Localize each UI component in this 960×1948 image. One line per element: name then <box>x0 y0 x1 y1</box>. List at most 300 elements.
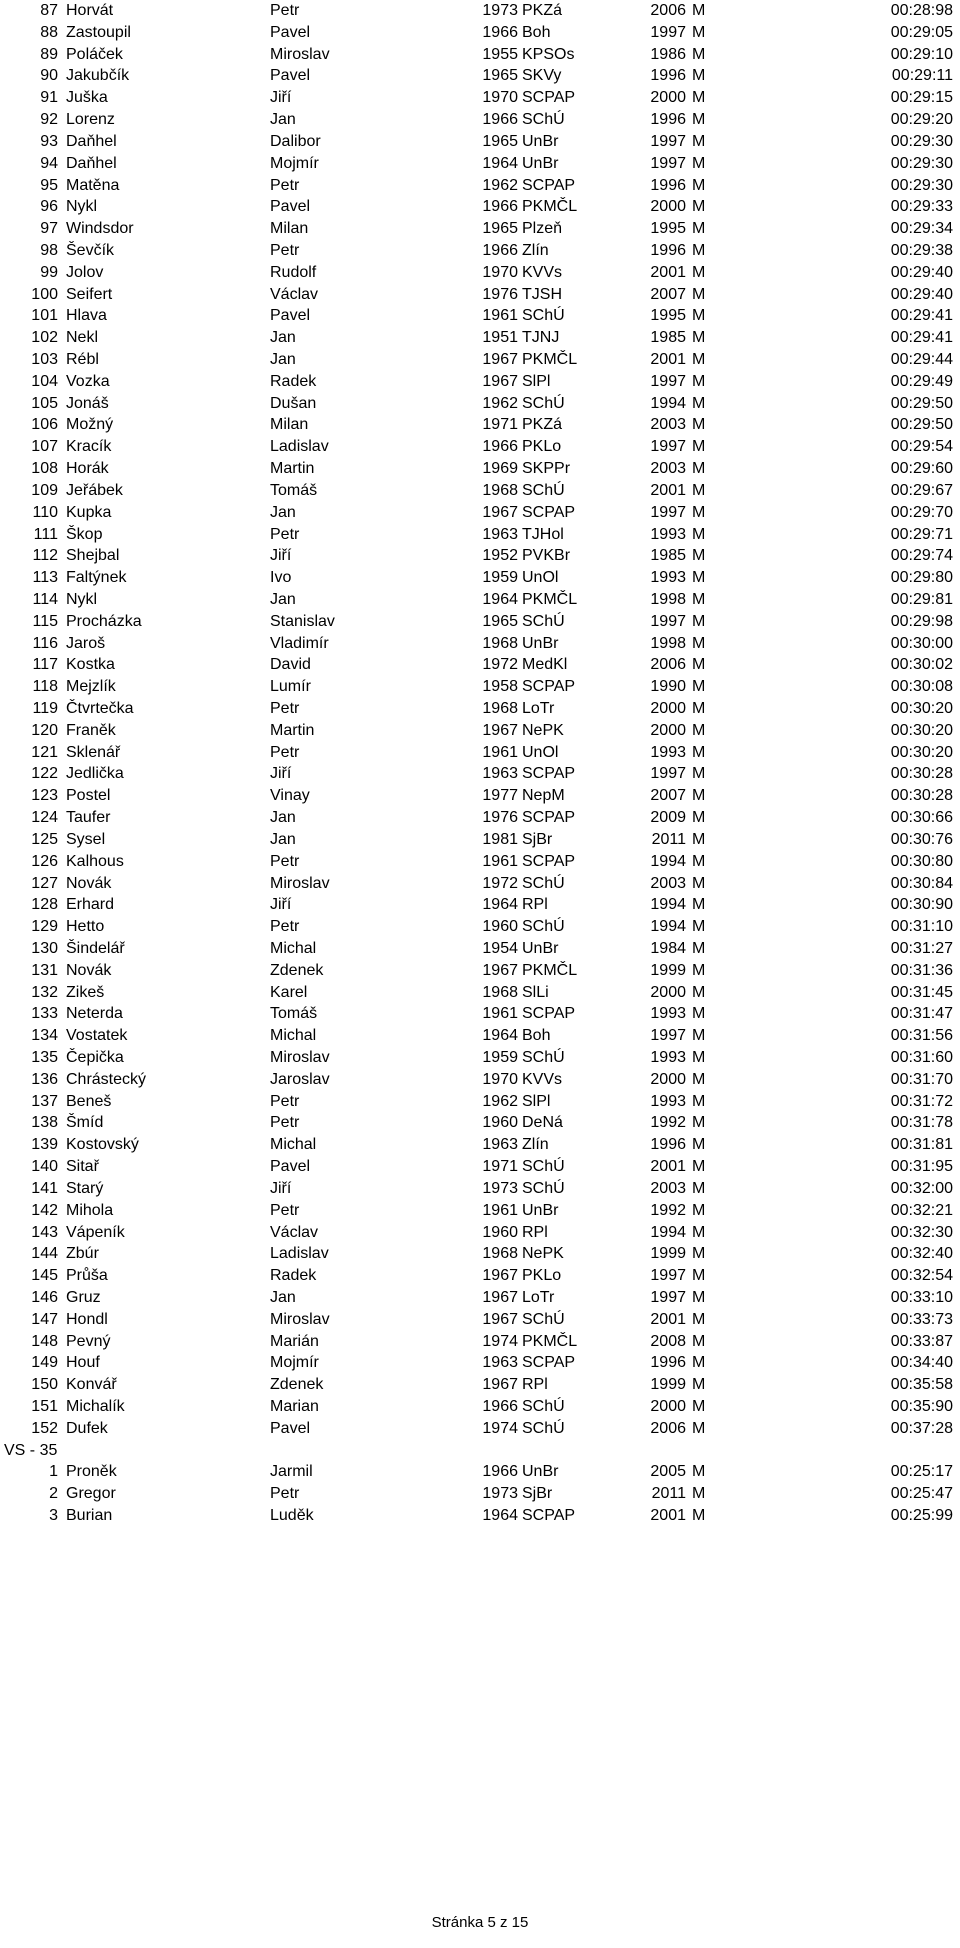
first-name: Pavel <box>270 1158 311 1176</box>
category: M <box>692 481 706 499</box>
surname: Poláček <box>66 45 123 63</box>
category: M <box>692 1158 706 1176</box>
finish-time: 00:29:33 <box>890 198 953 216</box>
rank-number: 93 <box>40 132 58 150</box>
birth-year: 1960 <box>482 918 518 936</box>
surname: Proněk <box>66 1463 117 1481</box>
finish-time: 00:29:10 <box>890 45 953 63</box>
finish-time: 00:32:21 <box>890 1201 953 1219</box>
registration-year: 1985 <box>650 547 686 565</box>
rank-number: 110 <box>32 503 58 521</box>
finish-time: 00:34:40 <box>890 1354 953 1372</box>
registration-year: 2003 <box>650 874 686 892</box>
birth-year: 1973 <box>482 1485 518 1503</box>
category: M <box>692 351 706 368</box>
rank-number: 141 <box>31 1179 58 1197</box>
table-row <box>0 1091 960 1113</box>
birth-year: 1966 <box>482 1463 518 1481</box>
registration-year: 2000 <box>650 89 686 107</box>
surname: Daňhel <box>66 132 117 150</box>
finish-time: 00:31:60 <box>890 1049 953 1066</box>
birth-year: 1965 <box>482 67 518 85</box>
rank-number: 122 <box>31 765 58 783</box>
surname: Sitař <box>66 1158 99 1176</box>
table-row <box>0 916 960 938</box>
birth-year: 1954 <box>482 939 518 957</box>
club: UnOl <box>522 743 559 761</box>
finish-time: 00:29:40 <box>890 285 953 303</box>
finish-time: 00:30:84 <box>890 874 953 892</box>
surname: Dufek <box>66 1419 108 1437</box>
registration-year: 1990 <box>650 678 686 696</box>
surname: Nykl <box>66 590 98 608</box>
surname: Starý <box>66 1179 104 1197</box>
surname: Kracík <box>66 438 112 456</box>
first-name: Luděk <box>270 1507 314 1525</box>
birth-year: 1968 <box>482 700 518 717</box>
birth-year: 1967 <box>482 1288 518 1306</box>
registration-year: 2011 <box>651 830 686 848</box>
surname: Zastoupil <box>66 23 131 41</box>
table-row <box>0 1003 960 1025</box>
first-name: Michal <box>270 939 317 957</box>
first-name: Rudolf <box>270 263 317 281</box>
first-name: Vinay <box>270 787 310 805</box>
surname: Zbúr <box>66 1245 99 1263</box>
table-row <box>0 742 960 764</box>
category: M <box>692 1485 706 1503</box>
table-row <box>0 1505 960 1527</box>
rank-number: 88 <box>40 23 58 41</box>
club: RPl <box>522 1376 548 1394</box>
first-name: Stanislav <box>270 612 335 630</box>
category: M <box>692 765 706 783</box>
category: M <box>692 1507 706 1525</box>
registration-year: 1993 <box>650 1092 686 1110</box>
birth-year: 1966 <box>482 111 518 129</box>
club: UnBr <box>522 634 559 652</box>
first-name: Dušan <box>270 394 317 412</box>
club: SCPAP <box>522 1005 576 1023</box>
club: SChÚ <box>522 1158 565 1176</box>
registration-year: 1996 <box>650 176 686 194</box>
first-name: Petr <box>270 743 300 761</box>
finish-time: 00:31:45 <box>890 983 953 1001</box>
club: SCPAP <box>522 176 576 194</box>
table-row <box>0 1309 960 1331</box>
registration-year: 1993 <box>650 1049 686 1066</box>
finish-time: 00:29:41 <box>890 329 953 347</box>
category: M <box>692 372 706 390</box>
registration-year: 1993 <box>650 569 686 587</box>
finish-time: 00:35:58 <box>890 1376 953 1394</box>
birth-year: 1967 <box>482 503 518 521</box>
finish-time: 00:30:08 <box>890 678 953 696</box>
category: M <box>692 656 706 674</box>
first-name: Ladislav <box>270 1245 329 1263</box>
birth-year: 1963 <box>482 1136 518 1154</box>
rank-number: 111 <box>33 525 58 543</box>
category: M <box>692 721 706 739</box>
birth-year: 1967 <box>482 351 518 368</box>
finish-time: 00:32:54 <box>890 1267 953 1285</box>
table-row <box>0 240 960 262</box>
category: M <box>692 1005 706 1023</box>
results-rows-vs35 <box>0 1461 960 1526</box>
surname: Nykl <box>66 198 98 216</box>
table-row <box>0 371 960 393</box>
surname: Beneš <box>66 1092 112 1110</box>
category: M <box>692 198 706 216</box>
club: PKMČL <box>522 198 578 216</box>
surname: Jedlička <box>66 765 124 783</box>
club: PKLo <box>522 1267 562 1285</box>
registration-year: 1985 <box>650 329 686 347</box>
registration-year: 2000 <box>650 1070 686 1088</box>
finish-time: 00:31:47 <box>890 1005 953 1023</box>
rank-number: 105 <box>31 394 58 412</box>
first-name: Tomáš <box>270 481 318 499</box>
table-row <box>0 851 960 873</box>
registration-year: 1999 <box>650 1245 686 1263</box>
club: SCPAP <box>522 678 576 696</box>
club: SlLi <box>522 983 549 1001</box>
club: SlPl <box>522 372 551 390</box>
club: SCPAP <box>522 852 576 870</box>
table-row <box>0 938 960 960</box>
category-section-header <box>0 1440 960 1462</box>
birth-year: 1974 <box>482 1332 518 1350</box>
first-name: Pavel <box>270 198 311 216</box>
finish-time: 00:31:78 <box>890 1114 953 1132</box>
club: SCPAP <box>522 765 576 783</box>
first-name: Radek <box>270 372 317 390</box>
club: NePK <box>522 1245 564 1263</box>
first-name: Mojmír <box>270 1354 319 1372</box>
category: M <box>692 111 706 129</box>
birth-year: 1976 <box>482 285 518 303</box>
surname: Horák <box>66 460 109 478</box>
birth-year: 1981 <box>482 830 518 848</box>
surname: Šindelář <box>66 939 125 957</box>
birth-year: 1961 <box>482 743 518 761</box>
category: M <box>692 285 706 303</box>
category: M <box>692 438 706 456</box>
rank-number: 129 <box>31 918 58 936</box>
category: M <box>692 525 706 543</box>
registration-year: 1986 <box>650 45 686 63</box>
category: M <box>692 394 706 412</box>
finish-time: 00:29:74 <box>890 547 953 565</box>
category: M <box>692 1245 706 1263</box>
table-row <box>0 676 960 698</box>
first-name: Jiří <box>270 1179 292 1197</box>
category: M <box>692 547 706 565</box>
category: M <box>692 2 706 19</box>
club: SCPAP <box>522 809 576 827</box>
surname: Jeřábek <box>66 481 123 499</box>
rank-number: 149 <box>31 1354 58 1372</box>
birth-year: 1960 <box>482 1114 518 1132</box>
club: MedKl <box>522 656 568 674</box>
table-row <box>0 262 960 284</box>
birth-year: 1963 <box>482 765 518 783</box>
first-name: Pavel <box>270 307 311 325</box>
birth-year: 1963 <box>482 525 518 543</box>
finish-time: 00:29:50 <box>890 394 953 412</box>
birth-year: 1961 <box>482 1201 518 1219</box>
registration-year: 1996 <box>650 1136 686 1154</box>
table-row <box>0 1243 960 1265</box>
table-row <box>0 1461 960 1483</box>
rank-number: 104 <box>31 372 58 390</box>
finish-time: 00:25:17 <box>890 1463 953 1481</box>
surname: Novák <box>66 874 112 892</box>
rank-number: 126 <box>31 852 58 870</box>
birth-year: 1952 <box>482 547 518 565</box>
club: PVKBr <box>522 547 571 565</box>
club: SChÚ <box>522 1419 565 1437</box>
table-row <box>0 65 960 87</box>
birth-year: 1970 <box>482 1070 518 1088</box>
first-name: Ladislav <box>270 438 329 456</box>
registration-year: 1994 <box>650 896 686 914</box>
rank-number: 140 <box>31 1158 58 1176</box>
first-name: Miroslav <box>270 45 330 63</box>
finish-time: 00:32:00 <box>890 1179 953 1197</box>
registration-year: 1993 <box>650 1005 686 1023</box>
finish-time: 00:29:54 <box>890 438 953 456</box>
first-name: Petr <box>270 700 300 717</box>
table-row <box>0 873 960 895</box>
table-row <box>0 1112 960 1134</box>
rank-number: 139 <box>31 1136 58 1154</box>
table-row <box>0 109 960 131</box>
birth-year: 1968 <box>482 481 518 499</box>
registration-year: 2007 <box>650 787 686 805</box>
club: UnBr <box>522 939 559 957</box>
registration-year: 2006 <box>650 656 686 674</box>
first-name: Milan <box>270 416 309 434</box>
birth-year: 1959 <box>482 569 518 587</box>
finish-time: 00:29:44 <box>890 351 953 368</box>
table-row <box>0 1483 960 1505</box>
surname: Erhard <box>66 896 115 914</box>
finish-time: 00:33:87 <box>890 1332 953 1350</box>
birth-year: 1968 <box>482 634 518 652</box>
category: M <box>692 1419 706 1437</box>
category: M <box>692 220 706 238</box>
birth-year: 1964 <box>482 154 518 172</box>
table-row <box>0 1047 960 1069</box>
rank-number: 100 <box>31 285 58 303</box>
club: SChÚ <box>522 394 565 412</box>
surname: Shejbal <box>66 547 120 565</box>
table-row <box>0 1287 960 1309</box>
birth-year: 1969 <box>482 460 518 478</box>
finish-time: 00:33:10 <box>890 1288 953 1306</box>
club: LoTr <box>522 700 555 717</box>
surname: Juška <box>66 89 108 107</box>
table-row <box>0 894 960 916</box>
first-name: Zdenek <box>270 1376 324 1394</box>
birth-year: 1964 <box>482 590 518 608</box>
rank-number: 116 <box>32 634 58 652</box>
category: M <box>692 1376 706 1394</box>
birth-year: 1955 <box>482 45 518 63</box>
category: M <box>692 1070 706 1088</box>
registration-year: 1994 <box>650 852 686 870</box>
finish-time: 00:32:30 <box>890 1223 953 1241</box>
first-name: Petr <box>270 241 300 259</box>
table-row <box>0 1331 960 1353</box>
birth-year: 1967 <box>482 1376 518 1394</box>
surname: Jakubčík <box>66 67 130 85</box>
table-row <box>0 1200 960 1222</box>
finish-time: 00:30:02 <box>890 656 953 674</box>
table-row <box>0 393 960 415</box>
birth-year: 1961 <box>482 307 518 325</box>
table-row <box>0 589 960 611</box>
club: SCPAP <box>522 89 576 107</box>
rank-number: 103 <box>31 351 58 368</box>
first-name: Petr <box>270 176 300 194</box>
finish-time: 00:31:81 <box>890 1136 953 1154</box>
surname: Možný <box>66 416 114 434</box>
registration-year: 1995 <box>650 220 686 238</box>
finish-time: 00:31:72 <box>890 1092 953 1110</box>
surname: Novák <box>66 961 112 979</box>
first-name: Pavel <box>270 67 311 85</box>
rank-number: 131 <box>31 961 58 979</box>
birth-year: 1976 <box>482 809 518 827</box>
category: M <box>692 830 706 848</box>
registration-year: 1992 <box>650 1201 686 1219</box>
table-row <box>0 633 960 655</box>
table-row <box>0 960 960 982</box>
category: M <box>692 939 706 957</box>
first-name: Vladimír <box>270 634 329 652</box>
rank-number: 135 <box>31 1049 58 1066</box>
first-name: Petr <box>270 1114 300 1132</box>
category: M <box>692 416 706 434</box>
club: UnBr <box>522 1463 559 1481</box>
surname: Hlava <box>66 307 107 325</box>
birth-year: 1964 <box>482 896 518 914</box>
surname: Ševčík <box>66 241 115 259</box>
surname: Windsdor <box>66 220 134 238</box>
finish-time: 00:29:98 <box>890 612 953 630</box>
rank-number: 137 <box>31 1092 58 1110</box>
registration-year: 2006 <box>650 2 686 19</box>
category: M <box>692 1201 706 1219</box>
surname: Franěk <box>66 721 116 739</box>
category: M <box>692 743 706 761</box>
table-row <box>0 524 960 546</box>
registration-year: 2001 <box>650 1158 686 1176</box>
rank-number: 145 <box>31 1267 58 1285</box>
rank-number: 99 <box>40 263 58 281</box>
finish-time: 00:29:60 <box>890 460 953 478</box>
first-name: Michal <box>270 1027 317 1045</box>
rank-number: 1 <box>49 1463 58 1481</box>
finish-time: 00:29:34 <box>890 220 953 238</box>
table-row <box>0 1025 960 1047</box>
registration-year: 2000 <box>650 700 686 717</box>
first-name: Petr <box>270 1201 300 1219</box>
first-name: Petr <box>270 1485 300 1503</box>
finish-time: 00:29:11 <box>891 67 953 85</box>
finish-time: 00:29:41 <box>890 307 953 325</box>
rank-number: 117 <box>32 656 58 674</box>
category: M <box>692 569 706 587</box>
first-name: Jan <box>270 111 296 129</box>
surname: Houf <box>66 1354 100 1372</box>
first-name: Martin <box>270 460 315 478</box>
finish-time: 00:28:98 <box>890 2 953 19</box>
table-row <box>0 785 960 807</box>
surname: Jonáš <box>66 394 109 412</box>
club: PKMČL <box>522 590 578 608</box>
rank-number: 102 <box>31 329 58 347</box>
category: M <box>692 263 706 281</box>
category: M <box>692 612 706 630</box>
birth-year: 1973 <box>482 2 518 19</box>
club: PKZá <box>522 2 563 19</box>
table-row <box>0 414 960 436</box>
rank-number: 109 <box>31 481 58 499</box>
surname: Vostatek <box>66 1027 128 1045</box>
first-name: Marián <box>270 1332 319 1350</box>
birth-year: 1966 <box>482 1398 518 1415</box>
table-row <box>0 982 960 1004</box>
registration-year: 1997 <box>650 1267 686 1285</box>
table-row <box>0 480 960 502</box>
registration-year: 1997 <box>650 1027 686 1045</box>
birth-year: 1968 <box>482 983 518 1001</box>
first-name: Pavel <box>270 1419 311 1437</box>
surname: Chrástecký <box>66 1070 147 1088</box>
table-row <box>0 218 960 240</box>
club: SjBr <box>522 1485 553 1503</box>
registration-year: 2001 <box>650 351 686 368</box>
table-row <box>0 1352 960 1374</box>
club: SChÚ <box>522 481 565 499</box>
first-name: Martin <box>270 721 315 739</box>
registration-year: 1999 <box>650 961 686 979</box>
table-row <box>0 1178 960 1200</box>
table-row <box>0 436 960 458</box>
first-name: Jan <box>270 590 296 608</box>
surname: Gruz <box>66 1288 101 1306</box>
category: M <box>692 132 706 150</box>
first-name: Mojmír <box>270 154 319 172</box>
surname: Gregor <box>66 1485 116 1503</box>
first-name: Jaroslav <box>270 1070 330 1088</box>
table-row <box>0 720 960 742</box>
first-name: Václav <box>270 1223 319 1241</box>
finish-time: 00:30:76 <box>890 830 953 848</box>
rank-number: 2 <box>49 1485 58 1503</box>
birth-year: 1962 <box>482 1092 518 1110</box>
club: SKVy <box>522 67 562 85</box>
finish-time: 00:29:30 <box>890 132 953 150</box>
registration-year: 1997 <box>650 1288 686 1306</box>
surname: Faltýnek <box>66 569 127 587</box>
finish-time: 00:25:47 <box>890 1485 953 1503</box>
surname: Pevný <box>66 1332 111 1350</box>
table-row <box>0 1069 960 1091</box>
